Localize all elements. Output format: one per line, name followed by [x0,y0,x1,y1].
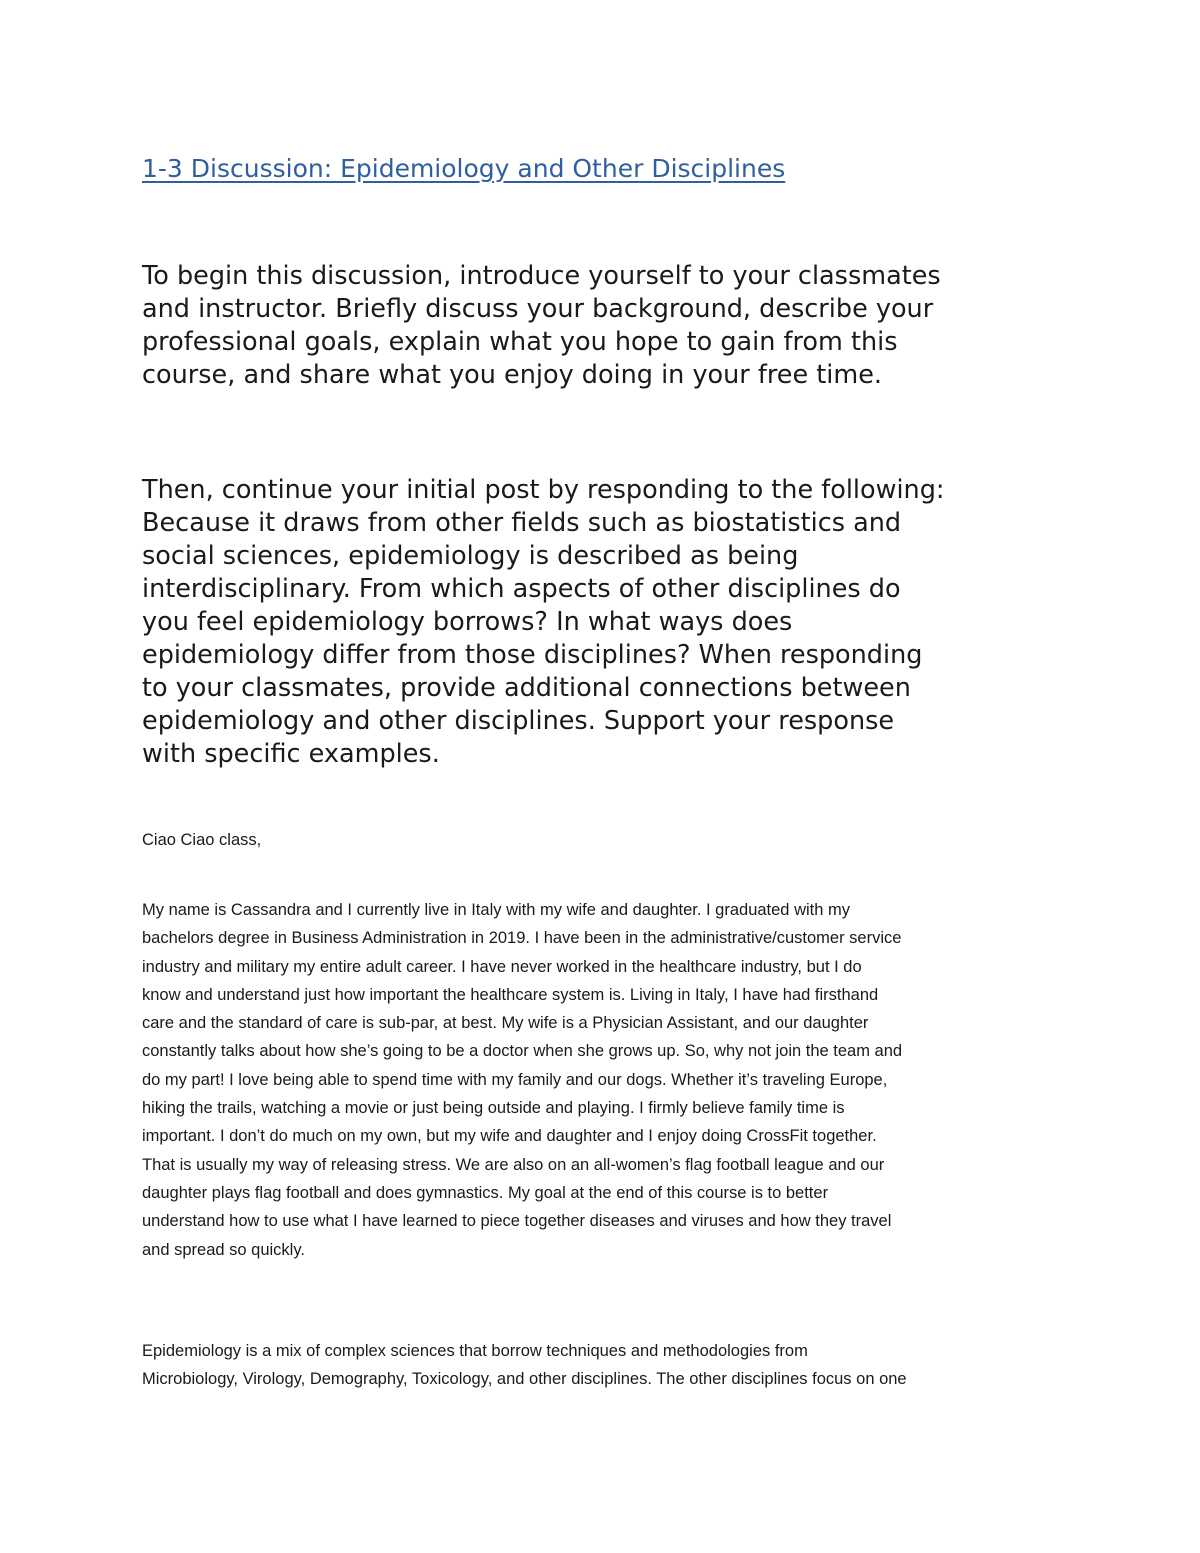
body-line: Microbiology, Virology, Demography, Toxicology, and other disciplines. The other disciplines focus on one [142,1370,907,1389]
epidemiology-paragraph [142,1337,1072,1394]
prompt-line: and instructor. Briefly discuss your background, describe your [142,294,934,324]
body-line: industry and military my entire adult career. I have never worked in the healthcare industry, but I do [142,957,862,976]
body-line: My name is Cassandra and I currently live in Italy with my wife and daughter. I graduated with my [142,901,850,919]
prompt-line: Then, continue your initial post by responding to the following: [142,475,945,505]
body-line: constantly talks about how she’s going to be a doctor when she grows up. So, why not join the team and [142,1042,903,1061]
prompt-line: To begin this discussion, introduce yourself to your classmates [142,261,941,291]
prompt-line: you feel epidemiology borrows? In what ways does [142,607,793,637]
prompt-paragraph-question [142,474,1072,771]
prompt-line: interdisciplinary. From which aspects of other disciplines do [142,574,901,604]
body-line: know and understand just how important the healthcare system is. Living in Italy, I have had firsthand [142,985,879,1004]
prompt-line: course, and share what you enjoy doing in your free time. [142,360,882,390]
body-line: understand how to use what I have learned to piece together diseases and viruses and how they travel [142,1212,892,1231]
prompt-line: Because it draws from other fields such as biostatistics and [142,508,902,538]
body-line: do my part! I love being able to spend time with my family and our dogs. Whether it’s traveling Europe, [142,1070,888,1089]
prompt-line: epidemiology differ from those disciplines? When responding [142,640,923,670]
greeting: Ciao Ciao class, [142,831,262,849]
body-line: That is usually my way of releasing stress. We are also on an all-women’s flag football league and our [142,1155,885,1174]
body-line: daughter plays flag football and does gymnastics. My goal at the end of this course is to better [142,1183,829,1202]
body-line: care and the standard of care is sub-par, at best. My wife is a Physician Assistant, and our daughter [142,1014,869,1033]
introduction-paragraph [142,896,1072,1264]
prompt-line: to your classmates, provide additional connections between [142,673,911,703]
prompt-paragraph-intro [142,260,1072,392]
body-line: important. I don’t do much on my own, but my wife and daughter and I enjoy doing CrossFit together. [142,1127,877,1146]
body-line: and spread so quickly. [142,1240,305,1259]
document-title: 1-3 Discussion: Epidemiology and Other Disciplines [142,154,786,183]
prompt-line: professional goals, explain what you hope to gain from this [142,327,898,357]
prompt-line: epidemiology and other disciplines. Support your response [142,706,895,736]
prompt-line: with specific examples. [142,739,440,769]
body-line: Epidemiology is a mix of complex sciences that borrow techniques and methodologies from [142,1342,808,1360]
body-line: hiking the trails, watching a movie or just being outside and playing. I firmly believe family time is [142,1099,845,1118]
prompt-line: social sciences, epidemiology is described as being [142,541,799,571]
body-line: bachelors degree in Business Administration in 2019. I have been in the administrative/customer service [142,929,902,948]
